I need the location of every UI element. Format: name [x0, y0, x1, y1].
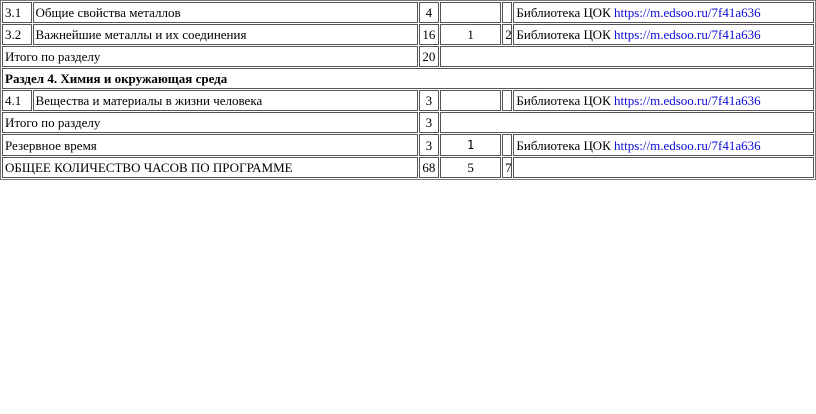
section-total-label: Итого по разделу: [2, 112, 418, 133]
row-number: 4.1: [2, 90, 32, 111]
resource-cell: [513, 134, 814, 156]
resource-link[interactable]: https://m.edsoo.ru/7f41a636: [614, 5, 761, 20]
curriculum-table: [0, 0, 816, 180]
hours-control: [440, 90, 501, 111]
section-total-row: [2, 112, 814, 133]
table-row: [2, 24, 814, 45]
row-number: 3.1: [2, 2, 32, 23]
section-total-empty: [440, 46, 814, 67]
section-title: Раздел 4. Химия и окружающая среда: [2, 68, 814, 89]
blank-page-area: [0, 170, 816, 414]
topic-name: Вещества и материалы в жизни человека: [33, 90, 418, 111]
reserve-control: [440, 134, 501, 156]
resource-link[interactable]: https://m.edsoo.ru/7f41a636: [614, 93, 761, 108]
section-total-empty: [440, 112, 814, 133]
row-number: 3.2: [2, 24, 32, 45]
reserve-label: Резервное время: [2, 134, 418, 156]
hours-total: 16: [419, 24, 439, 45]
hours-control: 1: [440, 24, 501, 45]
resource-cell: [513, 90, 814, 111]
resource-cell: [513, 24, 814, 45]
hours-total: 4: [419, 2, 439, 23]
resource-cell: [513, 2, 814, 23]
grand-total-hours: 68: [419, 157, 439, 178]
reserve-row: [2, 134, 814, 156]
resource-prefix: Библиотека ЦОК: [516, 5, 611, 20]
table-row: [2, 90, 814, 111]
topic-name: Общие свойства металлов: [33, 2, 418, 23]
resource-link[interactable]: https://m.edsoo.ru/7f41a636: [614, 27, 761, 42]
resource-prefix: Библиотека ЦОК: [516, 27, 611, 42]
section-total-hours: 20: [419, 46, 439, 67]
hours-practice: 2: [502, 24, 512, 45]
section-total-row: [2, 46, 814, 67]
grand-total-practice: 7: [502, 157, 512, 178]
topic-name: Важнейшие металлы и их соединения: [33, 24, 418, 45]
section-total-label: Итого по разделу: [2, 46, 418, 67]
reserve-practice: [502, 134, 512, 156]
section-total-hours: 3: [419, 112, 439, 133]
hours-practice: [502, 90, 512, 111]
section-header-row: [2, 68, 814, 89]
hours-total: 3: [419, 90, 439, 111]
resource-prefix: Библиотека ЦОК: [516, 137, 611, 153]
reserve-control-value: 1: [467, 138, 475, 152]
grand-total-control: 5: [440, 157, 501, 178]
reserve-hours: 3: [419, 134, 439, 156]
hours-control: [440, 2, 501, 23]
grand-total-label: ОБЩЕЕ КОЛИЧЕСТВО ЧАСОВ ПО ПРОГРАММЕ: [2, 157, 418, 178]
resource-link[interactable]: https://m.edsoo.ru/7f41a636: [614, 137, 761, 153]
hours-practice: [502, 2, 512, 23]
table-row: [2, 2, 814, 23]
resource-prefix: Библиотека ЦОК: [516, 93, 611, 108]
